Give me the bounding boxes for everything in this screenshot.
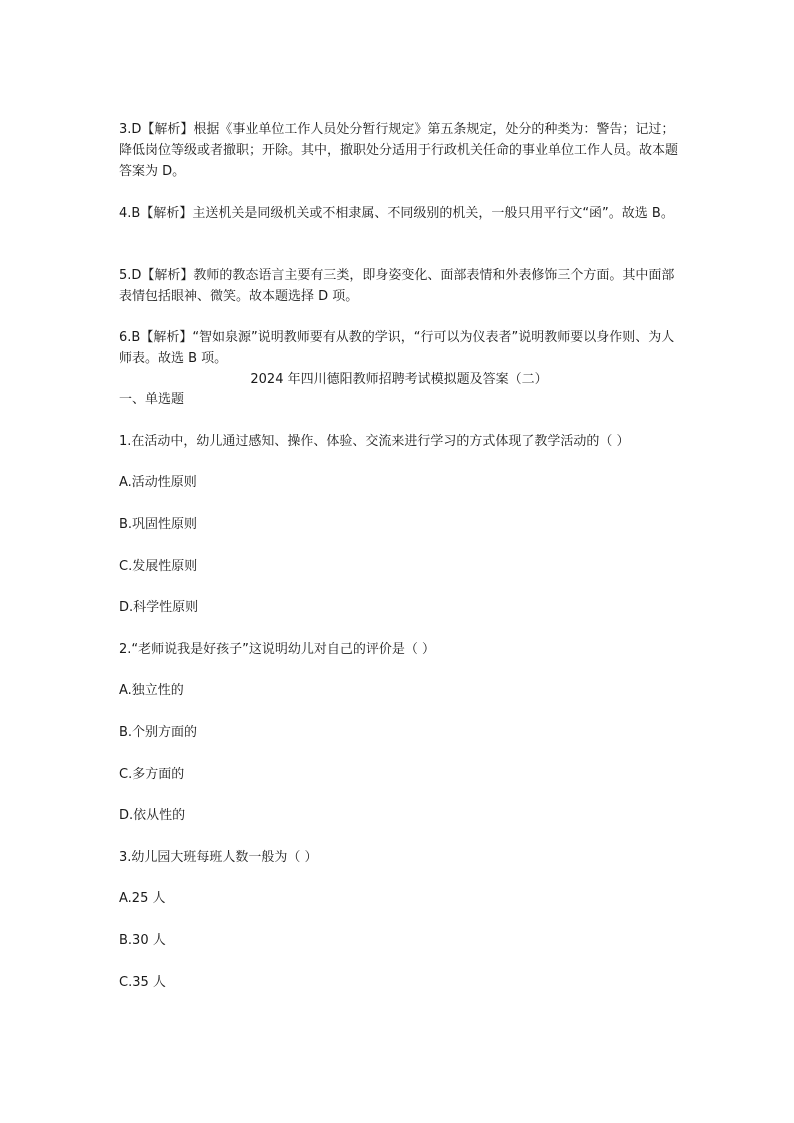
question-option: B.巩固性原则 bbox=[119, 517, 198, 532]
exam-title: 2024 年四川德阳教师招聘考试模拟题及答案（二） bbox=[250, 372, 548, 387]
question-option: C.35 人 bbox=[119, 975, 166, 990]
question-stem: 1.在活动中，幼儿通过感知、操作、体验、交流来进行学习的方式体现了教学活动的（ ） bbox=[119, 434, 630, 449]
question-option: A.25 人 bbox=[119, 891, 166, 906]
answer-explanation-4: 4.B【解析】主送机关是同级机关或不相隶属、不同级别的机关，一般只用平行文“函”。故选 B。 bbox=[119, 206, 674, 221]
section-title: 一、单选题 bbox=[119, 392, 185, 407]
question-option: C.多方面的 bbox=[119, 767, 185, 782]
question-stem: 2.“老师说我是好孩子”这说明幼儿对自己的评价是（ ） bbox=[119, 642, 436, 657]
question-option: A.独立性的 bbox=[119, 683, 184, 698]
question-stem: 3.幼儿园大班每班人数一般为（ ） bbox=[119, 850, 318, 865]
question-option: B.个别方面的 bbox=[119, 725, 198, 740]
answer-explanation-5: 5.D【解析】教师的教态语言主要有三类，即身姿变化、面部表情和外表修饰三个方面。其中面部表情包括眼神、微笑。故本题选择 D 项。 bbox=[119, 268, 675, 304]
question-option: B.30 人 bbox=[119, 933, 166, 948]
question-option: C.发展性原则 bbox=[119, 559, 198, 574]
question-option: D.科学性原则 bbox=[119, 600, 199, 615]
answer-explanation-3: 3.D【解析】根据《事业单位工作人员处分暂行规定》第五条规定，处分的种类为：警告；记过；降低岗位等级或者撤职；开除。其中，撤职处分适用于行政机关任命的事业单位工作人员。故本题答案为 D。 bbox=[119, 122, 679, 179]
question-option: D.依从性的 bbox=[119, 808, 186, 823]
answer-explanation-6: 6.B【解析】“智如泉源”说明教师要有从教的学识，“行可以为仪表者”说明教师要以身作则、为人师表。故选 B 项。 bbox=[119, 330, 675, 366]
question-option: A.活动性原则 bbox=[119, 475, 197, 490]
